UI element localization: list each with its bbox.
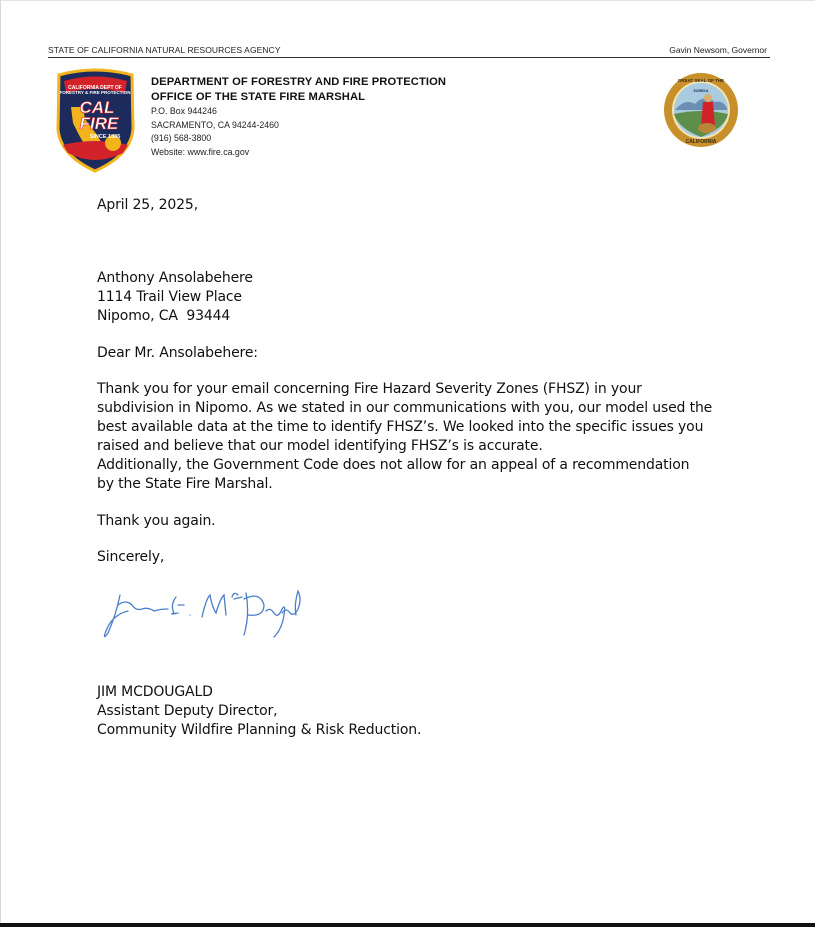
paragraph-line: subdivision in Nipomo. As we stated in our communications with you, our model used the [97,400,713,416]
svg-text:CALIFORNIA: CALIFORNIA [685,139,717,145]
cal-fire-shield-icon [53,67,138,173]
paragraph-line: raised and believe that our model identifying FHSZ’s is accurate. [97,438,543,454]
signature-icon [98,585,308,645]
website: Website: www.fire.ca.gov [151,146,250,157]
letter-date: April 25, 2025, [97,197,198,213]
office-name: OFFICE OF THE STATE FIRE MARSHAL [151,91,366,103]
paragraph-line: best available data at the time to identify FHSZ’s. We looked into the specific issues you [97,419,704,435]
svg-text:FIRE: FIRE [79,114,119,133]
california-state-seal [663,72,739,148]
recipient-street: 1114 Trail View Place [97,289,242,305]
paragraph-line: Thank you for your email concerning Fire Hazard Severity Zones (FHSZ) in your [97,381,642,397]
cal-fire-logo [53,67,138,173]
paragraph-line: Additionally, the Government Code does not allow for an appeal of a recommendation [97,457,690,473]
department-block [151,75,446,159]
recipient-name: Anthony Ansolabehere [97,270,253,286]
svg-text:SINCE 1885: SINCE 1885 [89,134,121,140]
page-edge-bottom [0,923,815,927]
page-edge-left [0,0,1,927]
recipient-address [97,269,253,326]
department-name: DEPARTMENT OF FORESTRY AND FIRE PROTECTION [151,76,447,88]
agency-line: STATE OF CALIFORNIA NATURAL RESOURCES AGENCY [48,45,281,55]
body-paragraph [97,380,737,494]
city-line: SACRAMENTO, CA 94244-2460 [151,119,279,130]
svg-text:CALIFORNIA DEPT OF: CALIFORNIA DEPT OF [68,85,122,91]
state-seal-icon [663,72,739,148]
svg-text:GREAT SEAL OF THE: GREAT SEAL OF THE [677,78,725,83]
signature-block [97,683,421,740]
svg-text:CAL: CAL [79,98,115,117]
thanks-line: Thank you again. [97,513,216,529]
closing-line: Sincerely, [97,549,165,565]
signature [98,585,308,645]
po-box: P.O. Box 944246 [151,106,217,116]
svg-text:EUREKA: EUREKA [693,89,709,93]
page-edge-top [0,0,815,1]
signer-name: JIM MCDOUGALD [97,684,213,700]
phone: (916) 568-3800 [151,133,212,143]
governor-line: Gavin Newsom, Governor [669,45,767,55]
signer-division: Community Wildfire Planning & Risk Reduction. [97,722,422,738]
salutation: Dear Mr. Ansolabehere: [97,345,258,361]
svg-text:FORESTRY & FIRE PROTECTION: FORESTRY & FIRE PROTECTION [59,90,131,95]
header-rule [48,57,770,58]
signer-title: Assistant Deputy Director, [97,703,278,719]
recipient-city: Nipomo, CA 93444 [97,308,231,324]
paragraph-line: by the State Fire Marshal. [97,476,273,492]
